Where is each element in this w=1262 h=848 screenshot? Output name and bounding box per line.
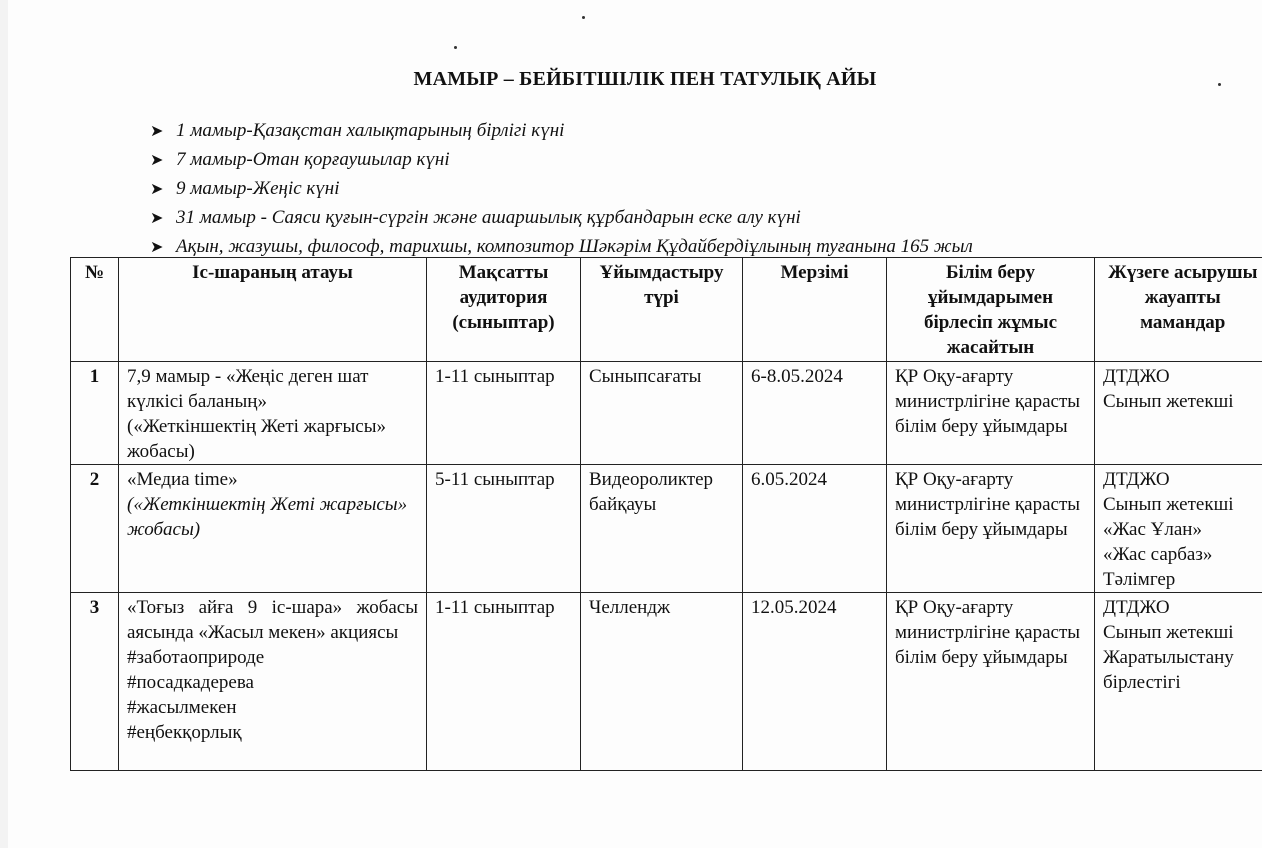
row-date: 6-8.05.2024 bbox=[743, 362, 887, 465]
row-responsible: ДТДЖО Сынып жетекші Жаратылыстану бірлестігі bbox=[1095, 593, 1262, 771]
row-date: 6.05.2024 bbox=[743, 465, 887, 593]
row-partners: ҚР Оқу-ағарту министрлігіне қарасты білім беру ұйымдары bbox=[887, 362, 1095, 465]
scan-speck bbox=[582, 16, 585, 19]
row-name: 7,9 мамыр - «Жеңіс деген шат күлкісі баланың» («Жеткіншектің Жеті жарғысы» жобасы) bbox=[119, 362, 427, 465]
list-item: ➤ 1 мамыр-Қазақстан халықтарының бірлігі күні bbox=[150, 118, 973, 147]
row-audience: 1-11 сыныптар bbox=[427, 362, 581, 465]
page-title: МАМЫР – БЕЙБІТШІЛІК ПЕН ТАТУЛЫҚ АЙЫ bbox=[413, 68, 877, 90]
row-type: Видеороликтер байқауы bbox=[581, 465, 743, 593]
arrow-right-icon: ➤ bbox=[150, 239, 164, 256]
row-partners: ҚР Оқу-ағарту министрлігіне қарасты білім беру ұйымдары bbox=[887, 593, 1095, 771]
row-num: 1 bbox=[71, 362, 119, 465]
header-audience: Мақсатты аудитория (сыныптар) bbox=[427, 258, 581, 362]
scan-speck bbox=[454, 46, 457, 49]
list-item: ➤ 31 мамыр - Саяси қуғын-сүргін және ашаршылық құрбандарын еске алу күні bbox=[150, 205, 973, 234]
list-item: ➤ 9 мамыр-Жеңіс күні bbox=[150, 176, 973, 205]
row-audience: 1-11 сыныптар bbox=[427, 593, 581, 771]
row-date: 12.05.2024 bbox=[743, 593, 887, 771]
arrow-right-icon: ➤ bbox=[150, 123, 164, 140]
row-audience: 5-11 сыныптар bbox=[427, 465, 581, 593]
header-num: № bbox=[71, 258, 119, 362]
row-num: 2 bbox=[71, 465, 119, 593]
list-item: ➤ 7 мамыр-Отан қорғаушылар күні bbox=[150, 147, 973, 176]
row-responsible: ДТДЖО Сынып жетекші «Жас Ұлан» «Жас сарбаз» Тәлімгер bbox=[1095, 465, 1262, 593]
arrow-right-icon: ➤ bbox=[150, 210, 164, 227]
header-responsible: Жүзеге асырушы жауапты мамандар bbox=[1095, 258, 1262, 362]
table-row bbox=[71, 593, 1262, 771]
arrow-right-icon: ➤ bbox=[150, 152, 164, 169]
row-name: «Медиа time» («Жеткіншектің Жеті жарғысы» жобасы) bbox=[119, 465, 427, 593]
header-name: Іс-шараның атауы bbox=[119, 258, 427, 362]
row-responsible: ДТДЖО Сынып жетекші bbox=[1095, 362, 1262, 465]
row-type: Сыныпсағаты bbox=[581, 362, 743, 465]
arrow-right-icon: ➤ bbox=[150, 181, 164, 198]
observance-list bbox=[150, 118, 973, 263]
header-partners: Білім беру ұйымдарымен бірлесіп жұмыс жасайтын bbox=[887, 258, 1095, 362]
header-date: Мерзімі bbox=[743, 258, 887, 362]
list-item: ➤ Ақын, жазушы, философ, тарихшы, композитор Шәкәрім Құдайбердіұлының туғанына 165 жыл bbox=[150, 234, 973, 263]
row-type: Челлендж bbox=[581, 593, 743, 771]
row-partners: ҚР Оқу-ағарту министрлігіне қарасты білім беру ұйымдары bbox=[887, 465, 1095, 593]
table-header-row bbox=[71, 258, 1262, 362]
document-page bbox=[8, 0, 1262, 848]
header-type: Ұйымдастыру түрі bbox=[581, 258, 743, 362]
row-name: «Тоғыз айға 9 іс-шара» жобасы аясында «Жасыл мекен» акциясы #заботаоприроде #посадкадерева #жасылмекен #еңбекқорлық bbox=[119, 593, 427, 771]
table-row bbox=[71, 362, 1262, 465]
table-row bbox=[71, 465, 1262, 593]
events-table bbox=[70, 257, 1262, 771]
row-num: 3 bbox=[71, 593, 119, 771]
